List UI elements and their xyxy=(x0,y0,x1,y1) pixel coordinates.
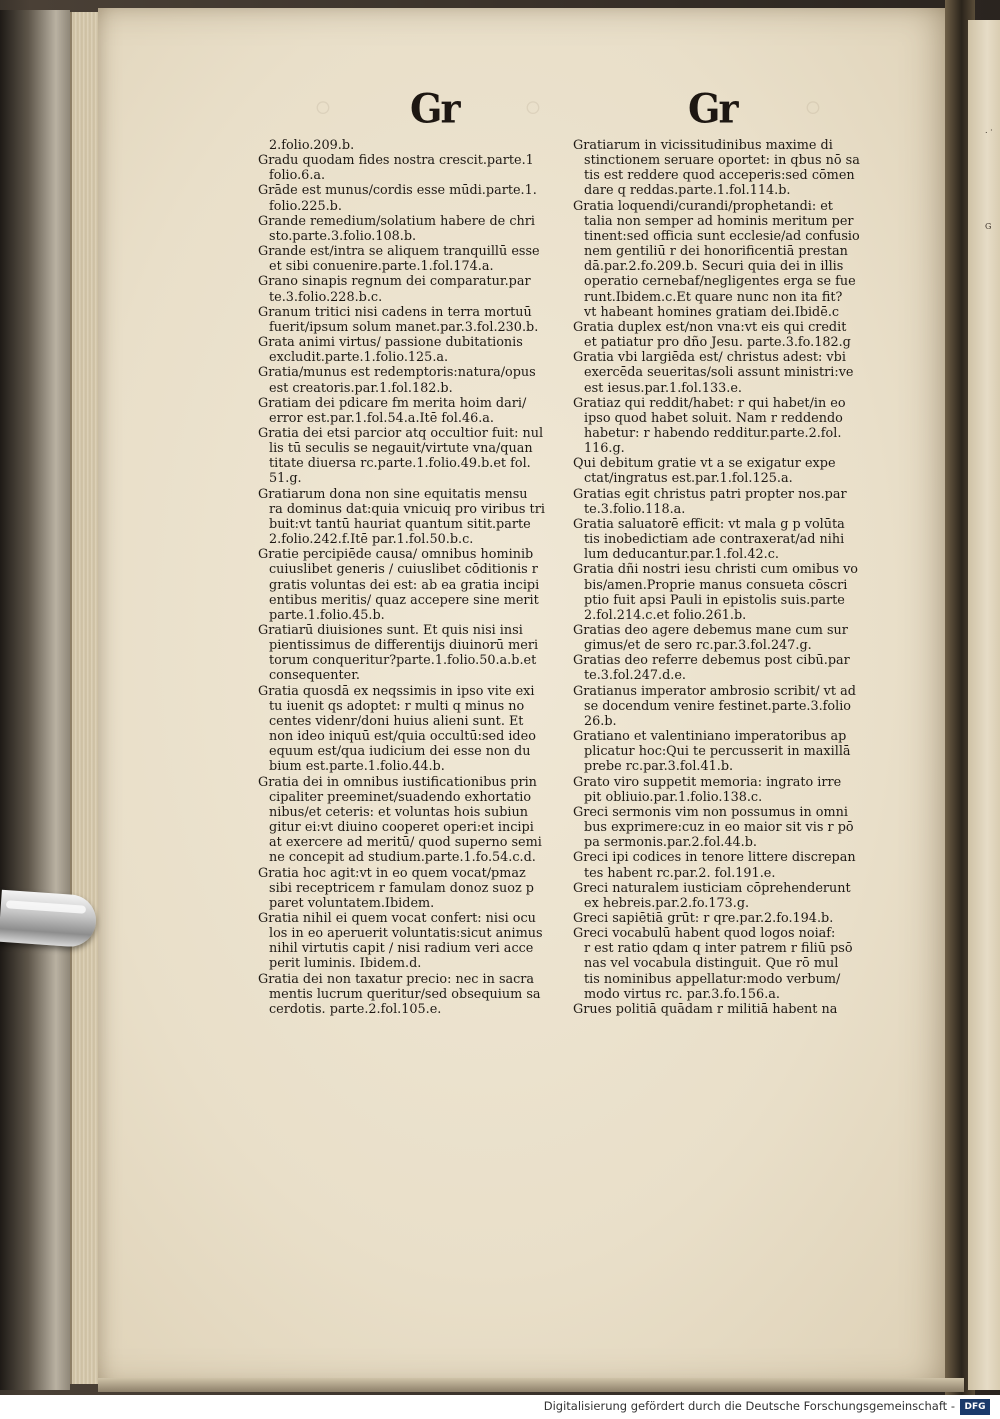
text-line: bium est.parte.1.folio.44.b. xyxy=(269,759,445,775)
text-line: ra dominus dat:quia vnicuiq pro viribus tri xyxy=(269,501,545,517)
text-line: est creatoris.par.1.fol.182.b. xyxy=(269,380,453,396)
text-line: lis tū seculis se negauit/virtute vna/quan xyxy=(269,441,533,457)
text-line: torum conqueritur?parte.1.folio.50.a.b.et xyxy=(269,653,537,669)
bleed-through-mark: ◦ xyxy=(310,84,336,135)
text-line: pientissimus de differentijs diuinorū meri xyxy=(269,638,539,654)
text-line: los in eo aperuerit voluntatis:sicut animus xyxy=(269,926,543,942)
text-line: Gratiarū diuisiones sunt. Et quis nisi insi xyxy=(258,623,523,638)
text-line: Gratiarum dona non sine equitatis mensu xyxy=(258,486,528,502)
text-line: sibi receptricem r famulam donoz suoz p xyxy=(269,880,534,896)
text-line: folio.225.b. xyxy=(269,198,342,214)
text-column-left xyxy=(258,138,588,1017)
text-line: Grano sinapis regnum dei comparatur.par xyxy=(258,274,531,290)
text-line: equum est/qua iudicium dei esse non du xyxy=(269,744,531,760)
text-line: cuiuslibet generis / cuiuslibet cōditionis r xyxy=(269,562,538,578)
page-bottom-edge xyxy=(98,1378,964,1392)
text-line: Gradu quodam fides nostra crescit.parte.1 xyxy=(258,153,534,169)
text-line: mentis lucrum queritur/sed obsequium sa xyxy=(269,986,541,1002)
text-line: Grāde est munus/cordis esse mūdi.parte.1. xyxy=(258,183,537,199)
text-line: Gratia loquendi/curandi/prophetandi: et xyxy=(573,198,833,214)
text-line: fuerit/ipsum solum manet.par.3.fol.230.b. xyxy=(269,319,539,335)
text-line: Gratia quosdā ex neqssimis in ipso vite exi xyxy=(258,683,535,699)
footer-credit: Digitalisierung gefördert durch die Deutsche Forschungsgemeinschaft - xyxy=(543,1399,955,1413)
text-line: titate diuersa rc.parte.1.folio.49.b.et fol. xyxy=(269,456,531,472)
text-line: stinctionem seruare oportet: in qbus nō sa xyxy=(584,153,860,169)
text-line: runt.Ibidem.c.Et quare nunc non ita fit? xyxy=(584,289,843,305)
dfg-logo: DFG xyxy=(960,1399,990,1415)
text-line: Gratia nihil ei quem vocat confert: nisi ocu xyxy=(258,910,536,926)
text-line: cerdotis. parte.2.fol.105.e. xyxy=(269,1001,442,1017)
text-line: 2.fol.214.c.et folio.261.b. xyxy=(584,607,747,623)
text-line: te.3.folio.228.b.c. xyxy=(269,289,383,305)
text-line: Gratie percipiēde causa/ omnibus hominib xyxy=(258,547,534,563)
text-line: Gratias egit christus patri propter nos.par xyxy=(573,486,847,502)
text-line: ipso quod habet soluit. Nam r reddendo xyxy=(584,410,843,426)
text-line: Grata animi virtus/ passione dubitationis xyxy=(258,335,523,351)
text-line: Granum tritici nisi cadens in terra mortuū xyxy=(258,304,532,320)
text-line: perit luminis. Ibidem.d. xyxy=(269,956,422,972)
text-line: exercēda seueritas/soli assunt ministri:ve xyxy=(584,365,854,381)
text-line: dare q reddas.parte.1.fol.114.b. xyxy=(584,183,791,199)
text-line: ctat/ingratus est.par.1.fol.125.a. xyxy=(584,471,793,487)
text-line: paret voluntatem.Ibidem. xyxy=(269,895,435,911)
text-line: te.3.folio.118.a. xyxy=(584,501,686,517)
bleed-through-mark: ◦ xyxy=(800,84,826,135)
text-line: Grues politiā quādam r militiā habent na xyxy=(573,1001,838,1017)
text-line: tes habent rc.par.2. fol.191.e. xyxy=(584,865,776,881)
text-line: operatio cernebaf/negligentes erga se fue xyxy=(584,274,856,290)
text-line: gratis voluntas dei est: ab ea gratia incipi xyxy=(269,577,540,593)
text-line: tu iuenit qs adoptet: r multi q minus no xyxy=(269,698,525,714)
text-line: tis inobedictiam ade contraxerat/ad nihi xyxy=(584,532,845,548)
text-line: buit:vt tantū hauriat quantum sitit.parte xyxy=(269,516,531,532)
text-line: Greci ipi codices in tenore littere discrepan xyxy=(573,850,856,866)
text-line: 26.b. xyxy=(584,713,617,729)
text-line: Grande est/intra se aliquem tranquillū esse xyxy=(258,244,540,260)
text-line: Gratia saluatorē efficit: vt mala g p volūta xyxy=(573,516,845,532)
facing-page-edge xyxy=(968,20,1000,1390)
text-line: entibus meritis/ quaz accepere sine merit xyxy=(269,592,539,608)
text-column-right xyxy=(573,138,903,1017)
text-line: prebe rc.par.3.fol.41.b. xyxy=(584,759,734,775)
running-head-right: Gr xyxy=(688,84,737,133)
text-line: 2.folio.209.b. xyxy=(269,138,355,153)
text-line: Greci sapiētiā grūt: r qre.par.2.fo.194.b. xyxy=(573,910,834,926)
text-line: lum deducantur.par.1.fol.42.c. xyxy=(584,547,779,563)
text-line: excludit.parte.1.folio.125.a. xyxy=(269,350,449,366)
text-line: nas vel vocabula distinguit. Que rō mul xyxy=(584,956,839,972)
text-line: parte.1.folio.45.b. xyxy=(269,607,385,623)
text-line: pit obliuio.par.1.folio.138.c. xyxy=(584,789,763,805)
text-line: nihil virtutis capit / nisi radium veri acce xyxy=(269,941,534,957)
text-line: nibus/et ceteris: et voluntas hois subiun xyxy=(269,804,528,820)
text-line: Gratianus imperator ambrosio scribit/ vt ad xyxy=(573,683,856,699)
text-line: Gratia hoc agit:vt in eo quem vocat/pmaz xyxy=(258,865,526,881)
text-line: at exercere ad meritū/ quod superno semi xyxy=(269,835,542,851)
text-line: consequenter. xyxy=(269,668,360,684)
text-line: non ideo iniquū est/quia occultū:sed ideo xyxy=(269,729,536,745)
text-line: 2.folio.242.f.Itē par.1.fol.50.b.c. xyxy=(269,532,474,548)
text-line: Gratia dñi nostri iesu christi cum omibus vo xyxy=(573,562,859,578)
text-line: Gratia dei etsi parcior atq occultior fuit: nul xyxy=(258,425,544,441)
text-line: pa sermonis.par.2.fol.44.b. xyxy=(584,835,757,851)
text-line: Gratia/munus est redemptoris:natura/opus xyxy=(258,365,536,381)
text-line: talia non semper ad hominis meritum per xyxy=(584,213,854,229)
text-line: Grande remedium/solatium habere de chri xyxy=(258,213,535,229)
text-line: et sibi conuenire.parte.1.fol.174.a. xyxy=(269,259,494,275)
text-line: Gratiaz qui reddit/habet: r qui habet/in eo xyxy=(573,395,846,411)
text-line: Gratia dei non taxatur precio: nec in sacra xyxy=(258,971,535,987)
text-line: gitur ei:vt diuino cooperet operi:et incipi xyxy=(269,820,534,836)
text-line: sto.parte.3.folio.108.b. xyxy=(269,228,417,244)
text-line: te.3.fol.247.d.e. xyxy=(584,668,686,684)
text-line: tis est reddere quod acceperis:sed cōmen xyxy=(584,168,855,184)
text-line: Grato viro suppetit memoria: ingrato irre xyxy=(573,774,842,790)
text-line: cipaliter preeminet/suadendo exhortatio xyxy=(269,789,532,805)
text-line: ex hebreis.par.2.fo.173.g. xyxy=(584,895,750,911)
text-line: gimus/et de sero rc.par.3.fol.247.g. xyxy=(584,638,812,654)
facing-page-marks: . · G xyxy=(985,126,993,231)
text-line: modo virtus rc. par.3.fo.156.a. xyxy=(584,986,780,1002)
text-line: bis/amen.Proprie manus consueta cōscri xyxy=(584,577,848,593)
text-line: dā.par.2.fo.209.b. Securi quia dei in illis xyxy=(584,259,844,275)
running-head-left: Gr xyxy=(410,84,459,133)
text-line: se docendum venire festinet.parte.3.folio xyxy=(584,698,852,714)
text-line: r est ratio qdam q inter patrem r filiū psō xyxy=(584,941,853,957)
text-line: Gratiarum in vicissitudinibus maxime di xyxy=(573,138,833,153)
text-line: nem gentiliū r dei honorificentiā prestan xyxy=(584,244,848,260)
text-line: tis nominibus appellatur:modo verbum/ xyxy=(584,971,841,987)
text-line: tinent:sed officia sunt ecclesie/ad confusio xyxy=(584,228,860,244)
text-line: Qui debitum gratie vt a se exigatur expe xyxy=(573,456,836,472)
text-line: ptio fuit apsi Pauli in epistolis suis.parte xyxy=(584,592,845,608)
text-line: error est.par.1.fol.54.a.Itē fol.46.a. xyxy=(269,410,494,426)
text-line: Greci naturalem iusticiam cōprehenderunt xyxy=(573,880,851,896)
book-cover-edge xyxy=(0,10,70,1390)
page-clip xyxy=(0,890,98,949)
text-line: Gratiam dei pdicare fm merita hoim dari/ xyxy=(258,395,527,411)
text-line: folio.6.a. xyxy=(269,168,326,184)
text-line: 51.g. xyxy=(269,471,302,487)
text-line: 116.g. xyxy=(584,441,625,457)
text-line: et patiatur pro dño Jesu. parte.3.fo.182.g xyxy=(584,335,851,351)
text-line: centes videnr/doni huius alieni sunt. Et xyxy=(269,713,524,729)
text-line: plicatur hoc:Qui te percusserit in maxillā xyxy=(584,744,851,760)
text-line: Gratia dei in omnibus iustificationibus prin xyxy=(258,774,537,790)
text-line: Gratias deo referre debemus post cibū.par xyxy=(573,653,850,669)
text-line: Greci vocabulū habent quod logos noiaf: xyxy=(573,926,836,942)
text-line: Gratias deo agere debemus mane cum sur xyxy=(573,623,848,638)
text-line: Gratia duplex est/non vna:vt eis qui credit xyxy=(573,319,847,335)
text-line: Gratiano et valentiniano imperatoribus ap xyxy=(573,729,847,745)
text-line: vt habeant homines gratiam dei.Ibidē.c xyxy=(584,304,840,320)
text-line: Gratia vbi largiēda est/ christus adest: vbi xyxy=(573,350,846,366)
bleed-through-mark: ◦ xyxy=(520,84,546,135)
text-line: ne concepit ad studium.parte.1.fo.54.c.d. xyxy=(269,850,536,866)
text-line: habetur: r habendo redditur.parte.2.fol. xyxy=(584,425,842,441)
text-line: bus exprimere:cuz in eo maior sit vis r pō xyxy=(584,820,854,836)
text-line: est iesus.par.1.fol.133.e. xyxy=(584,380,743,396)
text-line: Greci sermonis vim non possumus in omni xyxy=(573,804,848,820)
